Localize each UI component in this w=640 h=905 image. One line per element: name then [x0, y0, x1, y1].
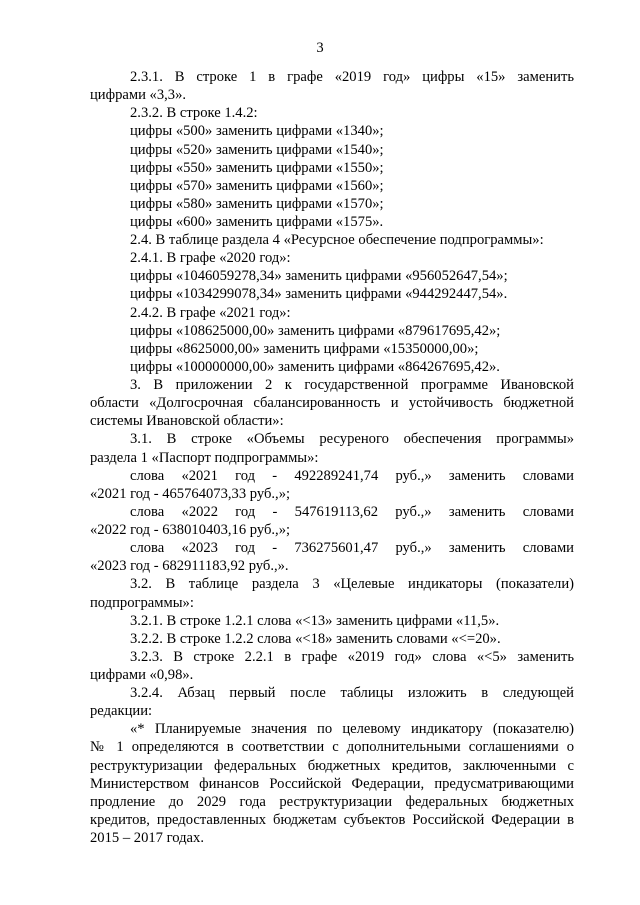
text-line: слова «2021 год - 492289241,74 руб.,» заменить словами [130, 467, 574, 484]
text-line: цифрами «0,98». [90, 667, 194, 683]
text-line: продление до 2029 года реструктуризации федеральных бюджетных [90, 793, 574, 810]
text-line: цифры «1034299078,34» заменить цифрами «944292447,54». [130, 286, 508, 303]
text-line: раздела 1 «Паспорт подпрограммы»: [90, 449, 319, 466]
text-line: № 1 определяются в соответствии с дополнительными соглашениями о [90, 739, 574, 756]
text-line: реструктуризации федеральных бюджетных кредитов, заключенными с [90, 757, 574, 774]
text-line: 2.3.1. В строке 1 в графе «2019 год» цифры «15» заменить [130, 69, 574, 85]
text-line: слова «2022 год - 547619113,62 руб.,» заменить словами [130, 503, 574, 520]
text-line: 3.2. В таблице раздела 3 «Целевые индикаторы (показатели) [130, 576, 574, 593]
text-line: «2023 год - 682911183,92 руб.,». [90, 558, 289, 575]
text-line: слова «2023 год - 736275601,47 руб.,» заменить словами [130, 540, 574, 557]
text-line: 2.3.2. В строке 1.4.2: [130, 105, 258, 122]
text-line: 2015 – 2017 годах. [90, 830, 204, 846]
text-line: подпрограммы»: [90, 594, 194, 611]
text-line: 3.2.3. В строке 2.2.1 в графе «2019 год» слова «<5» заменить [130, 648, 574, 665]
text-line: цифры «8625000,00» заменить цифрами «15350000,00»; [130, 340, 479, 357]
text-line: 2.4. В таблице раздела 4 «Ресурсное обеспечение подпрограммы»: [130, 232, 544, 249]
text-line: области «Долгосрочная сбалансированность и устойчивость бюджетной [90, 395, 574, 412]
text-line: цифры «500» заменить цифрами «1340»; [130, 123, 384, 140]
text-line: цифры «100000000,00» заменить цифрами «864267695,42». [130, 358, 500, 375]
text-line: «* Планируемые значения по целевому индикатору (показателю) [130, 721, 574, 738]
text-line: «2021 год - 465764073,33 руб.,»; [90, 485, 291, 502]
text-line: цифры «108625000,00» заменить цифрами «879617695,42»; [130, 322, 501, 339]
text-line: кредитов, предоставленных бюджетам субъектов Российской Федерации в [90, 811, 574, 828]
text-line: цифры «580» заменить цифрами «1570»; [130, 195, 384, 212]
text-line: 3.2.2. В строке 1.2.2 слова «<18» заменить словами «<=20». [130, 630, 501, 647]
text-line: цифры «520» заменить цифрами «1540»; [130, 141, 384, 158]
text-line: цифрами «3,3». [90, 87, 187, 104]
page-number: 3 [316, 40, 324, 56]
text-line: цифры «1046059278,34» заменить цифрами «956052647,54»; [130, 268, 508, 285]
text-line: редакции: [90, 703, 153, 720]
text-line: «2022 год - 638010403,16 руб.,»; [90, 522, 291, 538]
text-line: 3.1. В строке «Объемы ресуреного обеспечения программы» [130, 431, 574, 448]
text-line: 2.4.2. В графе «2021 год»: [130, 304, 291, 321]
text-line: цифры «550» заменить цифрами «1550»; [130, 159, 384, 176]
text-line: 3.2.1. В строке 1.2.1 слова «<13» заменить цифрами «11,5». [130, 612, 500, 629]
text-line: 3.2.4. Абзац первый после таблицы изложить в следующей [130, 685, 574, 702]
text-line: 2.4.1. В графе «2020 год»: [130, 250, 291, 267]
text-line: системы Ивановской области»: [90, 413, 284, 430]
text-line: 3. В приложении 2 к государственной программе Ивановской [130, 377, 574, 393]
text-line: цифры «600» заменить цифрами «1575». [130, 214, 384, 230]
text-line: Министерством финансов Российской Федерации, предусматривающими [90, 775, 574, 792]
text-line: цифры «570» заменить цифрами «1560»; [130, 177, 384, 194]
